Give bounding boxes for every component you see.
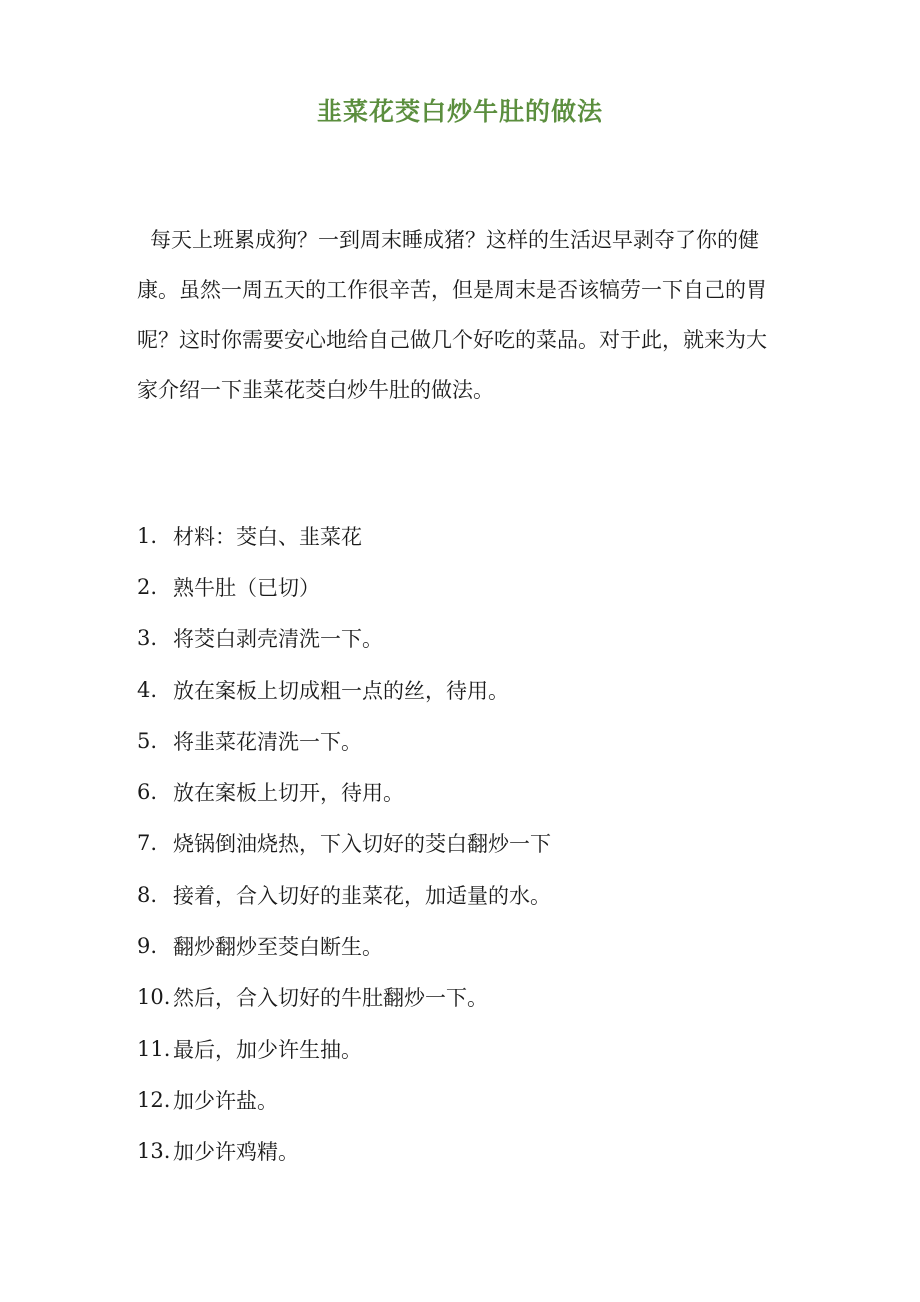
step-text: 放在案板上切开，待用。 — [173, 781, 404, 806]
step-text: 材料：茭白、韭菜花 — [173, 524, 362, 549]
step-item — [137, 1126, 797, 1177]
step-text: 将茭白剥壳清洗一下。 — [173, 627, 383, 652]
step-text: 最后，加少许生抽。 — [173, 1037, 362, 1062]
step-text: 接着，合入切好的韭菜花，加适量的水。 — [173, 883, 551, 908]
intro-paragraph: 每天上班累成狗？一到周末睡成猪？这样的生活迟早剥夺了你的健康。虽然一周五天的工作很辛苦，但是周末是否该犒劳一下自己的胃呢？这时你需要安心地给自己做几个好吃的菜品。对于此，就来为大家介绍一下韭菜花茭白炒牛肚的做法。 — [137, 228, 767, 402]
step-text: 翻炒翻炒至茭白断生。 — [173, 935, 383, 960]
document-title: 韭菜花茭白炒牛肚的做法 — [316, 97, 603, 126]
step-item — [137, 818, 797, 869]
step-number: 4. — [137, 677, 158, 702]
step-item — [137, 766, 797, 817]
step-item — [137, 613, 797, 664]
step-number: 5. — [137, 728, 158, 753]
step-number: 12. — [137, 1087, 171, 1112]
step-item — [137, 664, 797, 715]
step-number: 10. — [137, 985, 171, 1010]
steps-list — [137, 510, 797, 1177]
step-item — [137, 920, 797, 971]
step-text: 熟牛肚（已切） — [173, 575, 320, 600]
step-item — [137, 972, 797, 1023]
step-item — [137, 715, 797, 766]
step-number: 11. — [137, 1036, 171, 1061]
step-item — [137, 561, 797, 612]
step-number: 1. — [137, 523, 158, 548]
step-item — [137, 869, 797, 920]
step-text: 加少许盐。 — [173, 1088, 278, 1113]
step-number: 2. — [137, 574, 158, 599]
step-number: 3. — [137, 626, 158, 651]
step-text: 烧锅倒油烧热，下入切好的茭白翻炒一下 — [173, 832, 551, 857]
step-number: 6. — [137, 780, 158, 805]
step-text: 放在案板上切成粗一点的丝，待用。 — [173, 678, 509, 703]
step-number: 7. — [137, 831, 158, 856]
step-number: 8. — [137, 882, 158, 907]
step-item — [137, 1023, 797, 1074]
step-text: 将韭菜花清洗一下。 — [173, 729, 362, 754]
step-text: 然后，合入切好的牛肚翻炒一下。 — [173, 986, 488, 1011]
step-number: 13. — [137, 1139, 171, 1164]
step-item — [137, 510, 797, 561]
step-text: 加少许鸡精。 — [173, 1140, 299, 1165]
step-item — [137, 1074, 797, 1125]
step-number: 9. — [137, 934, 158, 959]
